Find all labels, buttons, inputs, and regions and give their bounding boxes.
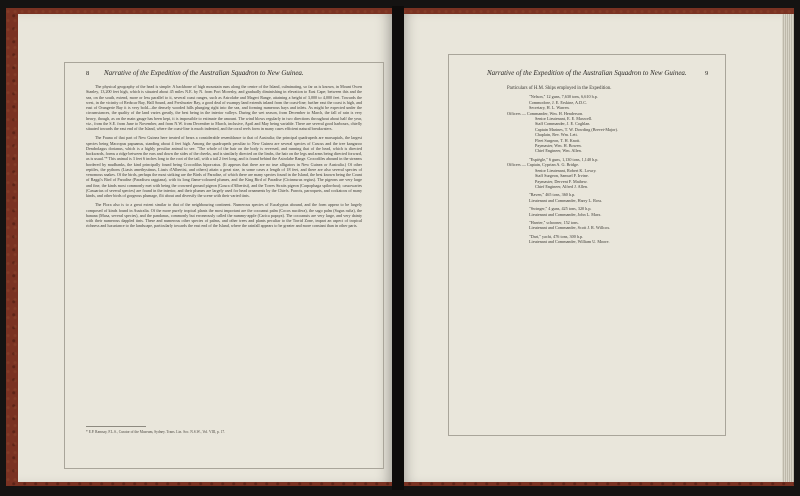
- left-page-number: 8: [86, 70, 90, 77]
- paragraph-fauna: The Fauna of that part of New Guinea here treated of bears a considerable resemblance to that of Australia; the principal quadrupeds are marsupials, the largest species being Macropus papuanus, standing about 4 feet high. Among the quadrupeds peculiar to New Guinea are several species of Cuscus and the tree kangaroo Dendrolagus dorianus, which is a highly peculiar animal to see. "The whole of the hair on the body is reversed, and running that of the head, which is directed backwards, forms a ridge between the ears and down the sides of the cheeks, and is similarly directed on the limbs, the hair on the legs and arms being directed forward, as is usual."* This animal is 3 feet 6 inches long to the root of the tail, with a tail 2 feet long, and is found behind the Astrolabe Range. Crocodiles abound in the streams bordered by mudbanks, the kind principally found being Crocodilus biporcatus. (It appears that there are no true alligators in New Guinea or Australia.) Of other reptiles, the pythons (Liasis amethystinus, Liasis d'Albertisi, and others) attain a great size, in some cases a length of 18 feet, and there are also several species of venomous snakes. Of the birds, perhaps the most striking are the Birds of Paradise, of which there are many species found in the Island, the best known being the Count of Raggi's Bird of Paradise (Paradisea raggiana), with its long flame-coloured plumes, and the King Bird of Paradise (Cicinnurus regius). The pigeons are very large and fine, the kinds most commonly met with being the crowned ground pigeon (Goura d'Albertisi), and the Torres Straits pigeon (Carpophaga spilorrhoa); cassowaries (Casuarius of several species) are found in the interior, and their plumes are largely used for head ornaments by the Chiefs. Parrots, parroquets, and cockatoos of many kinds, and other birds of gorgeous plumage, flit about and diversify the scene with their varied tints.: [86, 135, 362, 198]
- ship-entry: Chief Engineer, Wm. Allen.: [535, 148, 582, 154]
- ship-entry: "Harrier," schooner, 152 tons.: [529, 219, 579, 225]
- ship-entry: Chief Engineer, Alfred J. Allen.: [535, 183, 588, 189]
- book-gutter: [392, 6, 404, 490]
- ship-entry: Fleet Surgeon, T. H. Knott.: [535, 137, 581, 143]
- ship-entry: "Raven," 465 tons, 360 h.p.: [529, 192, 576, 198]
- ship-entry: Paymaster, Wm. H. Bowen.: [535, 143, 582, 149]
- ship-entry: "Nelson," 12 guns, 7,630 tons, 6,610 h.p.: [529, 94, 598, 100]
- ship-entry: "Dart," yacht, 476 tons, 300 h.p.: [529, 233, 584, 239]
- ship-entry: "Swinger," 4 guns, 425 tons, 320 h.p.: [529, 206, 592, 212]
- footnote-rule: [86, 426, 146, 427]
- ship-entry: "Espiègle," 6 guns, 1,130 tons, 1,140 h.p.: [529, 156, 599, 162]
- left-running-header: Narrative of the Expedition of the Australian Squadron to New Guinea.: [104, 69, 304, 77]
- ship-entry: Captain Marines, T. W. Dowding (Brevet-Major).: [535, 126, 618, 132]
- ship-entry: Officers — Captain, Cyprian A. G. Bridge.: [507, 162, 580, 168]
- ship-entry: Commodore, J. E. Erskine, A.D.C.: [529, 99, 588, 105]
- ships-list-title: Particulars of H.M. Ships employed in the Expedition.: [507, 86, 612, 91]
- page-edges: [782, 14, 794, 482]
- right-running-header: Narrative of the Expedition of the Australian Squadron to New Guinea.: [487, 69, 687, 77]
- ship-entry: Chaplain, Rev. Wm. Lett.: [535, 132, 578, 138]
- footnote: * E.P. Ramsay, F.L.S., Curator of the Museum, Sydney. Trans. Lin. Soc. N.S.W., Vol. VIII, p. 17.: [86, 430, 226, 434]
- left-page-body: [86, 84, 362, 233]
- ship-entry: Lieutenant and Commander, Scott J. R. Willcox.: [529, 225, 611, 231]
- ship-entry: Lieutenant and Commander, William U. Moore.: [529, 239, 610, 245]
- ship-entry: Staff Surgeon, Samuel F. Irvine.: [535, 173, 589, 179]
- paragraph-flora: The Flora also is to a great extent similar to that of the neighbouring continent. Numerous species of Eucalyptus abound, and the form appear to be largely composed of kinds found in Australia. Of the more purely tropical plants the most important are the cocoanut palm (Cocos nucifera), the sago palm (Sagus rufia), the banana (Musa, several species), and the pandanus, commonly but erroneously called the nummy-apple (Carica papaya). The cocoanuts are very large, and very dainty with their numerous dappled tints. These and numerous other species of palms, and other trees and plants peculiar to the Torrid Zone, impart an aspect of tropical richness and luxuriance to the landscape, particularly towards the east end of the Island, where the rainfall appears to be greater and more constant than in other parts.: [86, 202, 362, 229]
- right-page-number: 9: [705, 70, 709, 77]
- ship-entry: Secretary, H. L. Warren.: [529, 105, 570, 111]
- ship-entry: Senior Lieutenant, E. E. Maxwell.: [535, 116, 593, 122]
- ship-entry: Staff Commander, J. E. Coghlan.: [535, 121, 591, 127]
- ship-entry: Lieutenant and Commander, Harry L. Ross.: [529, 197, 603, 203]
- ship-entry: Officers — Commander, Wm. H. Henderson.: [507, 110, 584, 116]
- paragraph-geography: The physical geography of the head is simple: A backbone of high mountain runs along the centre of the Island, culminating, so far as is known, in Mount Owen Stanley, 13,200 feet high, which is situated about 45 miles N.E. by N. from Port Moresby, and gradually diminishing in elevation to East Cape; between this and the sea, on the south, extend, more or less parallel to it, several coast ranges, such as Astrolabe and Mageri Range, attaining a height of 3,000 to 4,000 feet. Towards the west, in the vicinity of Redscar Bay, Hall Sound, and Freshwater Bay, a good deal of swampy land extends inland from the coast-line; further east the coast is high, and east of Orangerie Bay it is very bold—the densely wooded hills plunging right into the sea, and forming numerous bays and inlets. As might be expected under the circumstances, the quality of the land varies greatly, the best being in the interior valleys. During the wet season, from December to March, the fall of rain is very heavy, though, as on the main gauge has been kept, it is impossible to estimate the amount. The wind blows regularly in two directions throughout about half the year, viz., from the S.E. from June to November, and from N.W. from December to March, inclusive, April and May being variable. There are several good harbours, chiefly situated towards the east end of the Island, where the coast-line is much indented, and the coral reefs form in many cases efficient natural breakwaters.: [86, 84, 362, 131]
- ship-entry: Senior Lieutenant, Robert K. Lowry.: [535, 167, 597, 173]
- ships-list: [507, 86, 707, 245]
- ship-entry: Lieutenant and Commander, John L. Marx.: [529, 211, 602, 217]
- ship-entry: Paymaster, Dervent F. Mathew.: [535, 178, 588, 184]
